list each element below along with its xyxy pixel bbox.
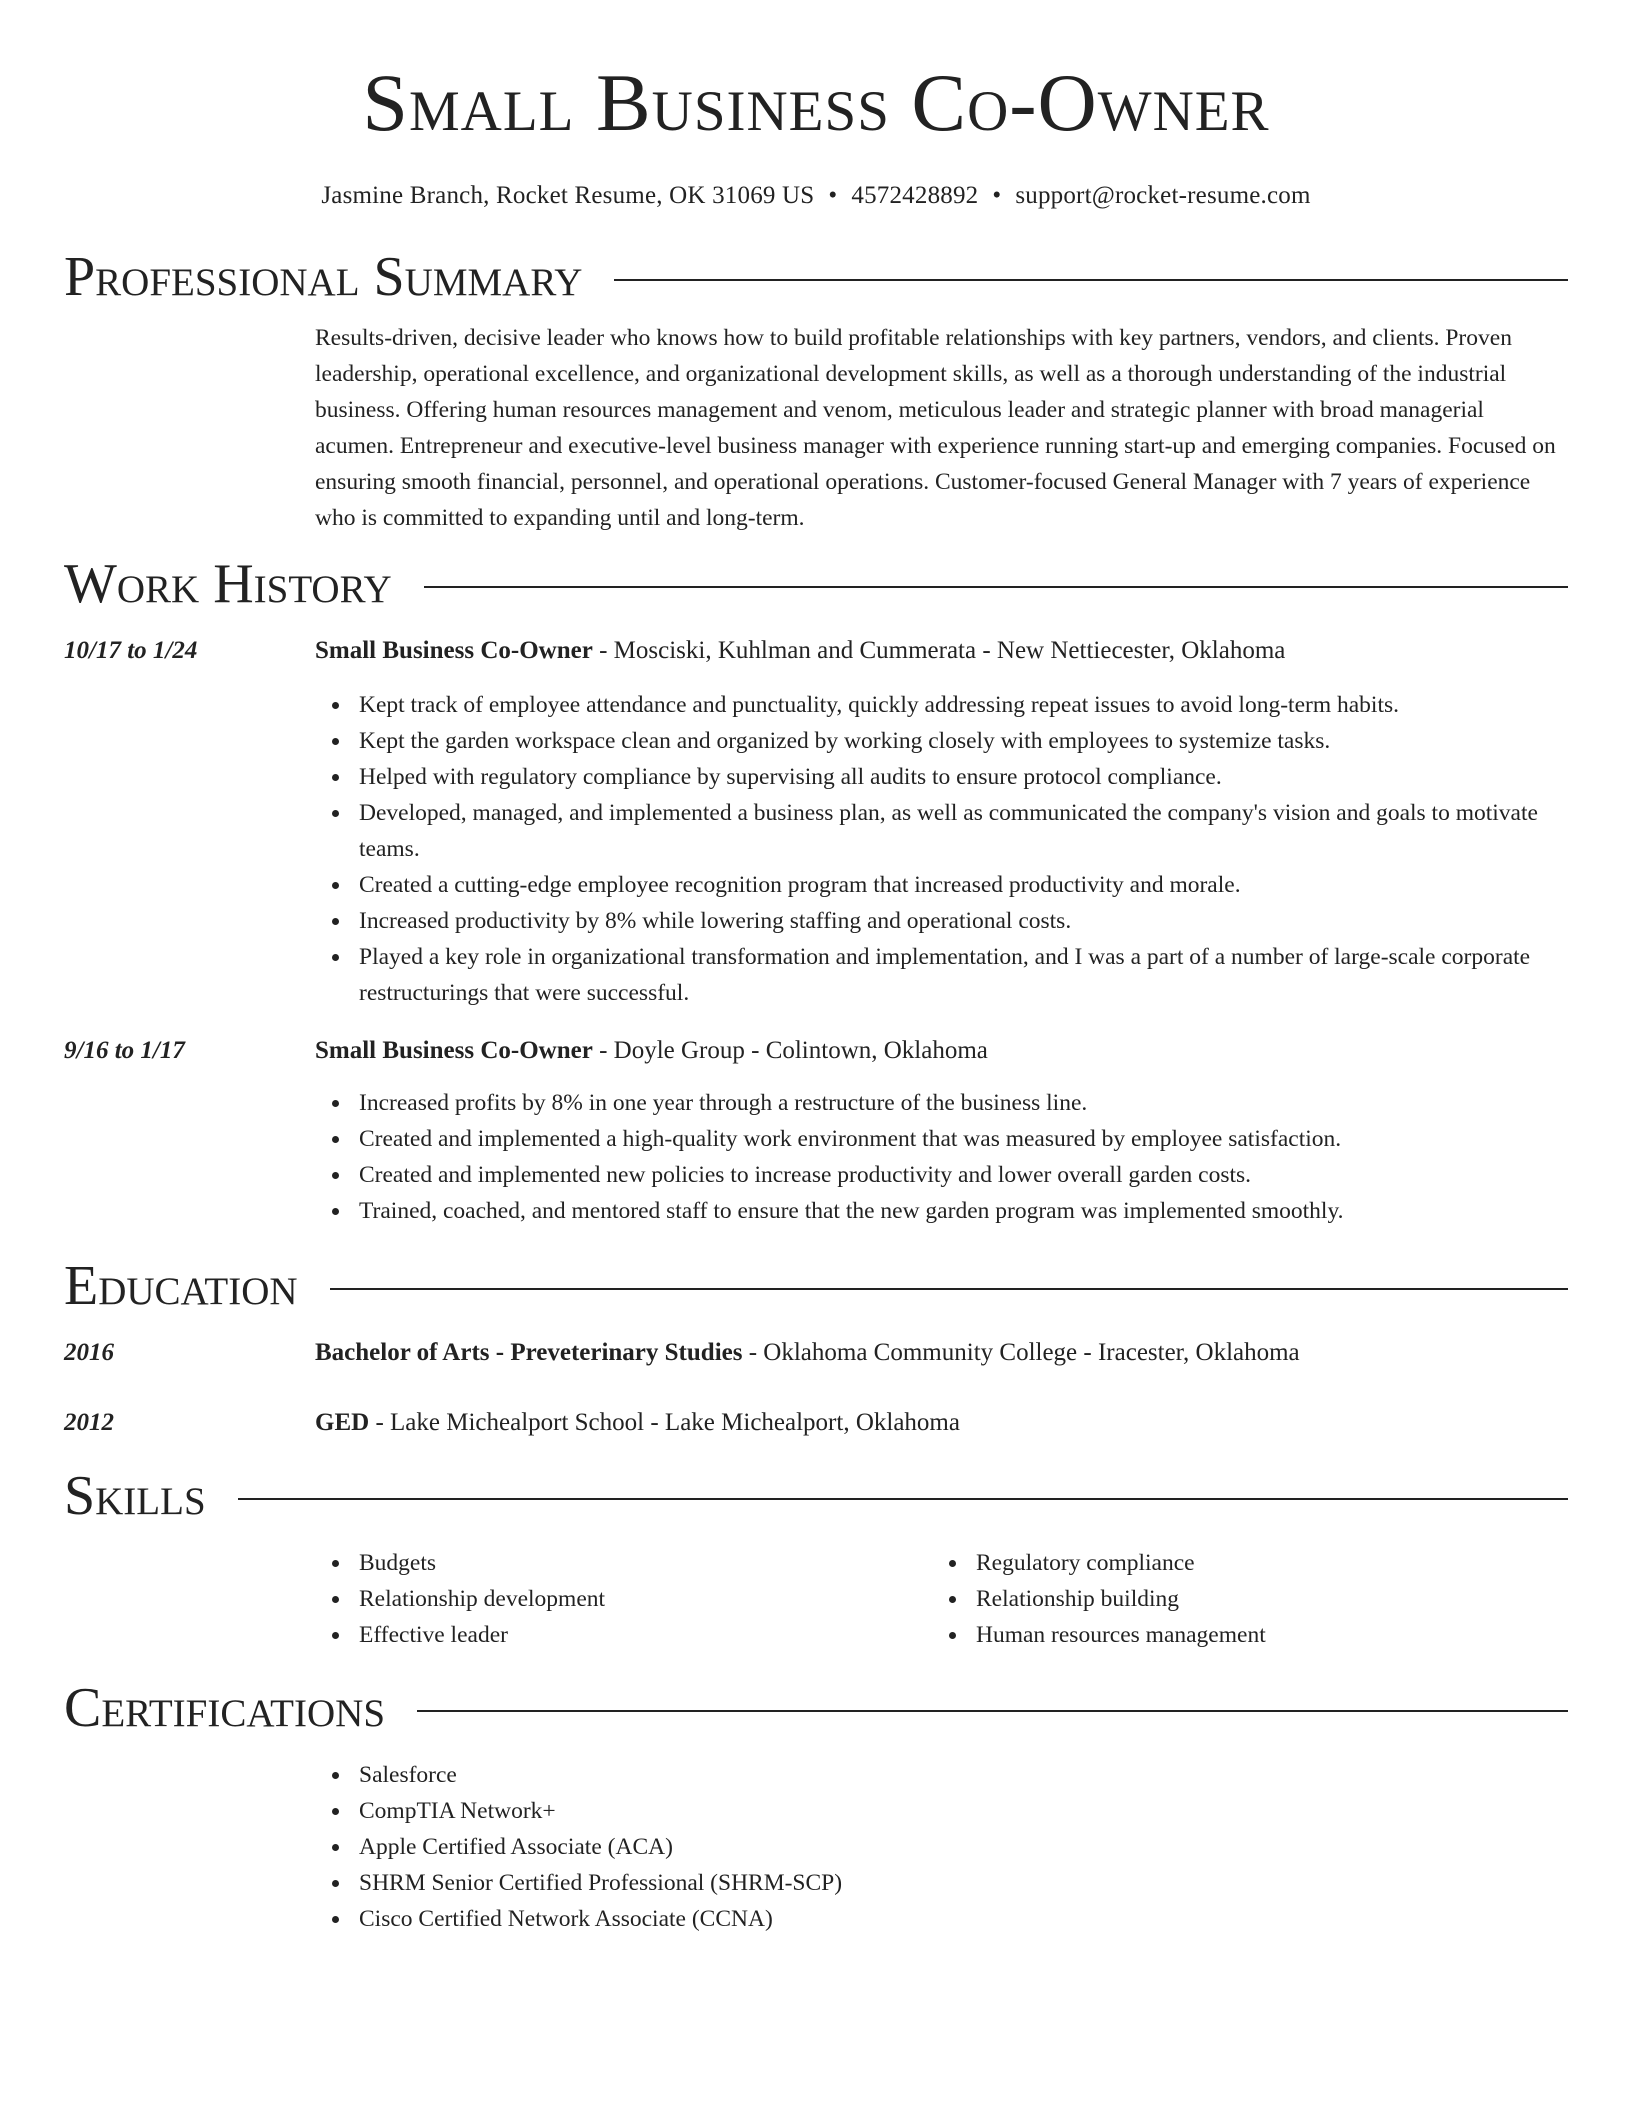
job-heading [315, 633, 1568, 669]
education-entry [64, 1335, 1568, 1371]
education-entry [64, 1405, 1568, 1441]
list-item: Trained, coached, and mentored staff to ensure that the new garden program was implemented smoothly. [315, 1193, 1568, 1229]
list-item: Increased productivity by 8% while lowering staffing and operational costs. [315, 903, 1568, 939]
education-content [315, 1335, 1568, 1371]
education-year: 2012 [64, 1409, 114, 1436]
job-bullets [315, 1085, 1568, 1229]
summary-text: Results-driven, decisive leader who knows how to build profitable relationships with key partners, vendors, and clients. Proven leadership, operational excellence, and organizational development skills, as well as a thorough understanding of the industrial business. Offering human resources management and venom, meticulous leader and strategic planner with broad managerial acumen. Entrepreneur and executive-level business manager with experience running start-up and emerging companies. Focused on ensuring smooth financial, personnel, and operational operations. Customer-focused General Manager with 7 years of experience who is committed to expanding until and long-term. [315, 325, 1556, 531]
section-title: Professional Summary [64, 246, 583, 308]
contact-address: Jasmine Branch, Rocket Resume, OK 31069 US [321, 182, 815, 209]
education-year: 2016 [64, 1339, 114, 1366]
list-item: Created a cutting-edge employee recognition program that increased productivity and morale. [315, 867, 1568, 903]
work-history-section [64, 551, 1568, 1229]
section-divider [424, 586, 1568, 588]
skills-column-right [932, 1545, 1549, 1653]
job-dates: 10/17 to 1/24 [64, 637, 198, 664]
section-divider [330, 1288, 1568, 1290]
candidate-title: Small Business Co-Owner [362, 57, 1270, 148]
list-item: Kept the garden workspace clean and organized by working closely with employees to systemize tasks. [315, 723, 1568, 759]
certification-item: Cisco Certified Network Associate (CCNA) [315, 1901, 1568, 1937]
summary-section [64, 244, 1568, 536]
section-title: Education [64, 1255, 298, 1317]
section-divider [417, 1710, 1568, 1712]
summary-heading [64, 244, 1568, 310]
certification-item: SHRM Senior Certified Professional (SHRM-SCP) [315, 1865, 1568, 1901]
job-content [315, 633, 1568, 1011]
certifications-section [64, 1675, 1568, 1937]
job-heading [315, 1033, 1568, 1069]
section-title: Skills [64, 1465, 206, 1527]
job-details: - Doyle Group - Colintown, Oklahoma [592, 1037, 988, 1064]
skills-grid [315, 1545, 1568, 1653]
resume-header [64, 0, 1568, 210]
education-degree: GED [315, 1409, 370, 1436]
job-entry [64, 1033, 1568, 1229]
skills-heading [64, 1463, 1568, 1529]
job-role: Small Business Co-Owner [315, 1037, 593, 1064]
job-dates: 9/16 to 1/17 [64, 1037, 185, 1064]
section-title: Certifications [64, 1677, 386, 1739]
job-entry [64, 633, 1568, 1011]
section-title: Work History [64, 553, 392, 615]
education-heading [64, 1253, 1568, 1319]
skill-item: Human resources management [932, 1617, 1549, 1653]
list-item: Played a key role in organizational transformation and implementation, and I was a part of a number of large-scale corporate restructurings that were successful. [315, 939, 1568, 1011]
skill-item: Relationship development [315, 1581, 932, 1617]
job-details: - Mosciski, Kuhlman and Cummerata - New Nettiecester, Oklahoma [592, 637, 1286, 664]
education-heading-line [315, 1405, 1568, 1441]
job-role: Small Business Co-Owner [315, 637, 593, 664]
skills-section [64, 1463, 1568, 1653]
section-divider [614, 279, 1568, 281]
list-item: Created and implemented new policies to increase productivity and lower overall garden costs. [315, 1157, 1568, 1193]
list-item: Helped with regulatory compliance by supervising all audits to ensure protocol compliance. [315, 759, 1568, 795]
contact-email: support@rocket-resume.com [1015, 182, 1311, 209]
education-details: - Lake Michealport School - Lake Michealport, Oklahoma [369, 1409, 960, 1436]
certifications-list [315, 1757, 1568, 1937]
skill-item: Budgets [315, 1545, 932, 1581]
skill-item: Relationship building [932, 1581, 1549, 1617]
work-history-heading [64, 551, 1568, 617]
list-item: Increased profits by 8% in one year through a restructure of the business line. [315, 1085, 1568, 1121]
skills-column-left [315, 1545, 932, 1653]
list-item: Kept track of employee attendance and punctuality, quickly addressing repeat issues to avoid long-term habits. [315, 687, 1568, 723]
list-item: Developed, managed, and implemented a business plan, as well as communicated the company's vision and goals to motivate teams. [315, 795, 1568, 867]
certifications-heading [64, 1675, 1568, 1741]
section-divider [238, 1498, 1568, 1500]
contact-separator: • [828, 182, 838, 209]
education-content [315, 1405, 1568, 1441]
education-section [64, 1253, 1568, 1441]
education-details: - Oklahoma Community College - Iracester, Oklahoma [742, 1339, 1300, 1366]
contact-line [64, 182, 1568, 210]
certification-item: CompTIA Network+ [315, 1793, 1568, 1829]
certification-item: Salesforce [315, 1757, 1568, 1793]
skill-item: Effective leader [315, 1617, 932, 1653]
contact-separator: • [992, 182, 1002, 209]
job-bullets [315, 687, 1568, 1011]
education-degree: Bachelor of Arts - Preveterinary Studies [315, 1339, 743, 1366]
skill-item: Regulatory compliance [932, 1545, 1549, 1581]
list-item: Created and implemented a high-quality work environment that was measured by employee satisfaction. [315, 1121, 1568, 1157]
education-heading-line [315, 1335, 1568, 1371]
certification-item: Apple Certified Associate (ACA) [315, 1829, 1568, 1865]
contact-phone: 4572428892 [851, 182, 979, 209]
job-content [315, 1033, 1568, 1229]
